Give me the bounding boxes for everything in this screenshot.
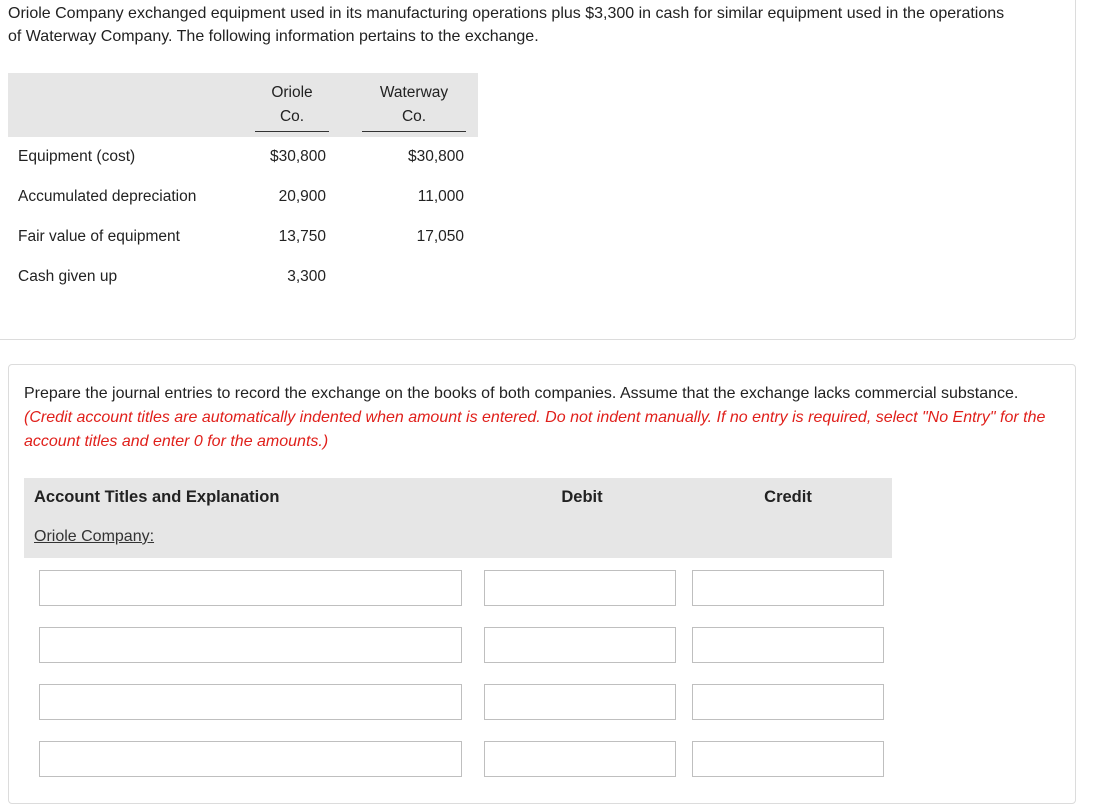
oriole-company-label: Oriole Company: [34, 528, 155, 545]
debit-input[interactable] [484, 684, 676, 720]
waterway-value: 11,000 [417, 188, 464, 205]
waterway-value: $30,800 [407, 148, 464, 165]
waterway-column-header [362, 81, 466, 132]
journal-instructions [24, 382, 1054, 454]
instructions-text: Prepare the journal entries to record the exchange on the books of both companies. Assume that the exchange lacks commercial substance. [24, 385, 1019, 402]
data-table-header [8, 73, 478, 137]
debit-input[interactable] [484, 741, 676, 777]
instructions-note: (Credit account titles are automatically indented when amount is entered. Do not indent manually. If no entry is required, select "No Entry" for the account titles and enter 0 for the amounts.) [24, 409, 1046, 450]
row-label: Cash given up [18, 268, 118, 285]
credit-input[interactable] [692, 627, 884, 663]
credit-header: Credit [764, 488, 812, 506]
debit-input[interactable] [484, 570, 676, 606]
problem-card [0, 0, 1076, 340]
oriole-header-line2: Co. [255, 105, 329, 132]
waterway-header-line2: Co. [362, 105, 466, 132]
oriole-column-header [230, 81, 354, 132]
oriole-value: 13,750 [278, 228, 326, 245]
waterway-header-line1: Waterway [379, 84, 449, 101]
row-label: Equipment (cost) [18, 148, 136, 165]
debit-header: Debit [561, 488, 603, 506]
exchange-data-table [8, 73, 478, 285]
oriole-value: 3,300 [287, 268, 326, 285]
table-row-cash-given-up [8, 265, 478, 289]
credit-input[interactable] [692, 570, 884, 606]
row-label: Fair value of equipment [18, 228, 180, 245]
table-row-equipment-cost [8, 145, 478, 169]
waterway-value: 17,050 [416, 228, 464, 245]
account-title-input[interactable] [39, 741, 462, 777]
debit-input[interactable] [484, 627, 676, 663]
table-row-accumulated-depreciation [8, 185, 478, 209]
table-row-fair-value [8, 225, 478, 249]
oriole-value: 20,900 [278, 188, 326, 205]
account-titles-header: Account Titles and Explanation [34, 488, 280, 506]
account-title-input[interactable] [39, 627, 462, 663]
journal-table-header [24, 478, 892, 558]
credit-input[interactable] [692, 684, 884, 720]
account-title-input[interactable] [39, 570, 462, 606]
problem-intro-text: Oriole Company exchanged equipment used in its manufacturing operations plus $3,300 in cash for similar equipment used in the operations of Waterway Company. The following information pertains to the exchange. [8, 5, 1005, 45]
oriole-header-line1: Oriole [271, 84, 313, 101]
row-label: Accumulated depreciation [18, 188, 197, 205]
oriole-value: $30,800 [269, 148, 326, 165]
account-title-input[interactable] [39, 684, 462, 720]
credit-input[interactable] [692, 741, 884, 777]
